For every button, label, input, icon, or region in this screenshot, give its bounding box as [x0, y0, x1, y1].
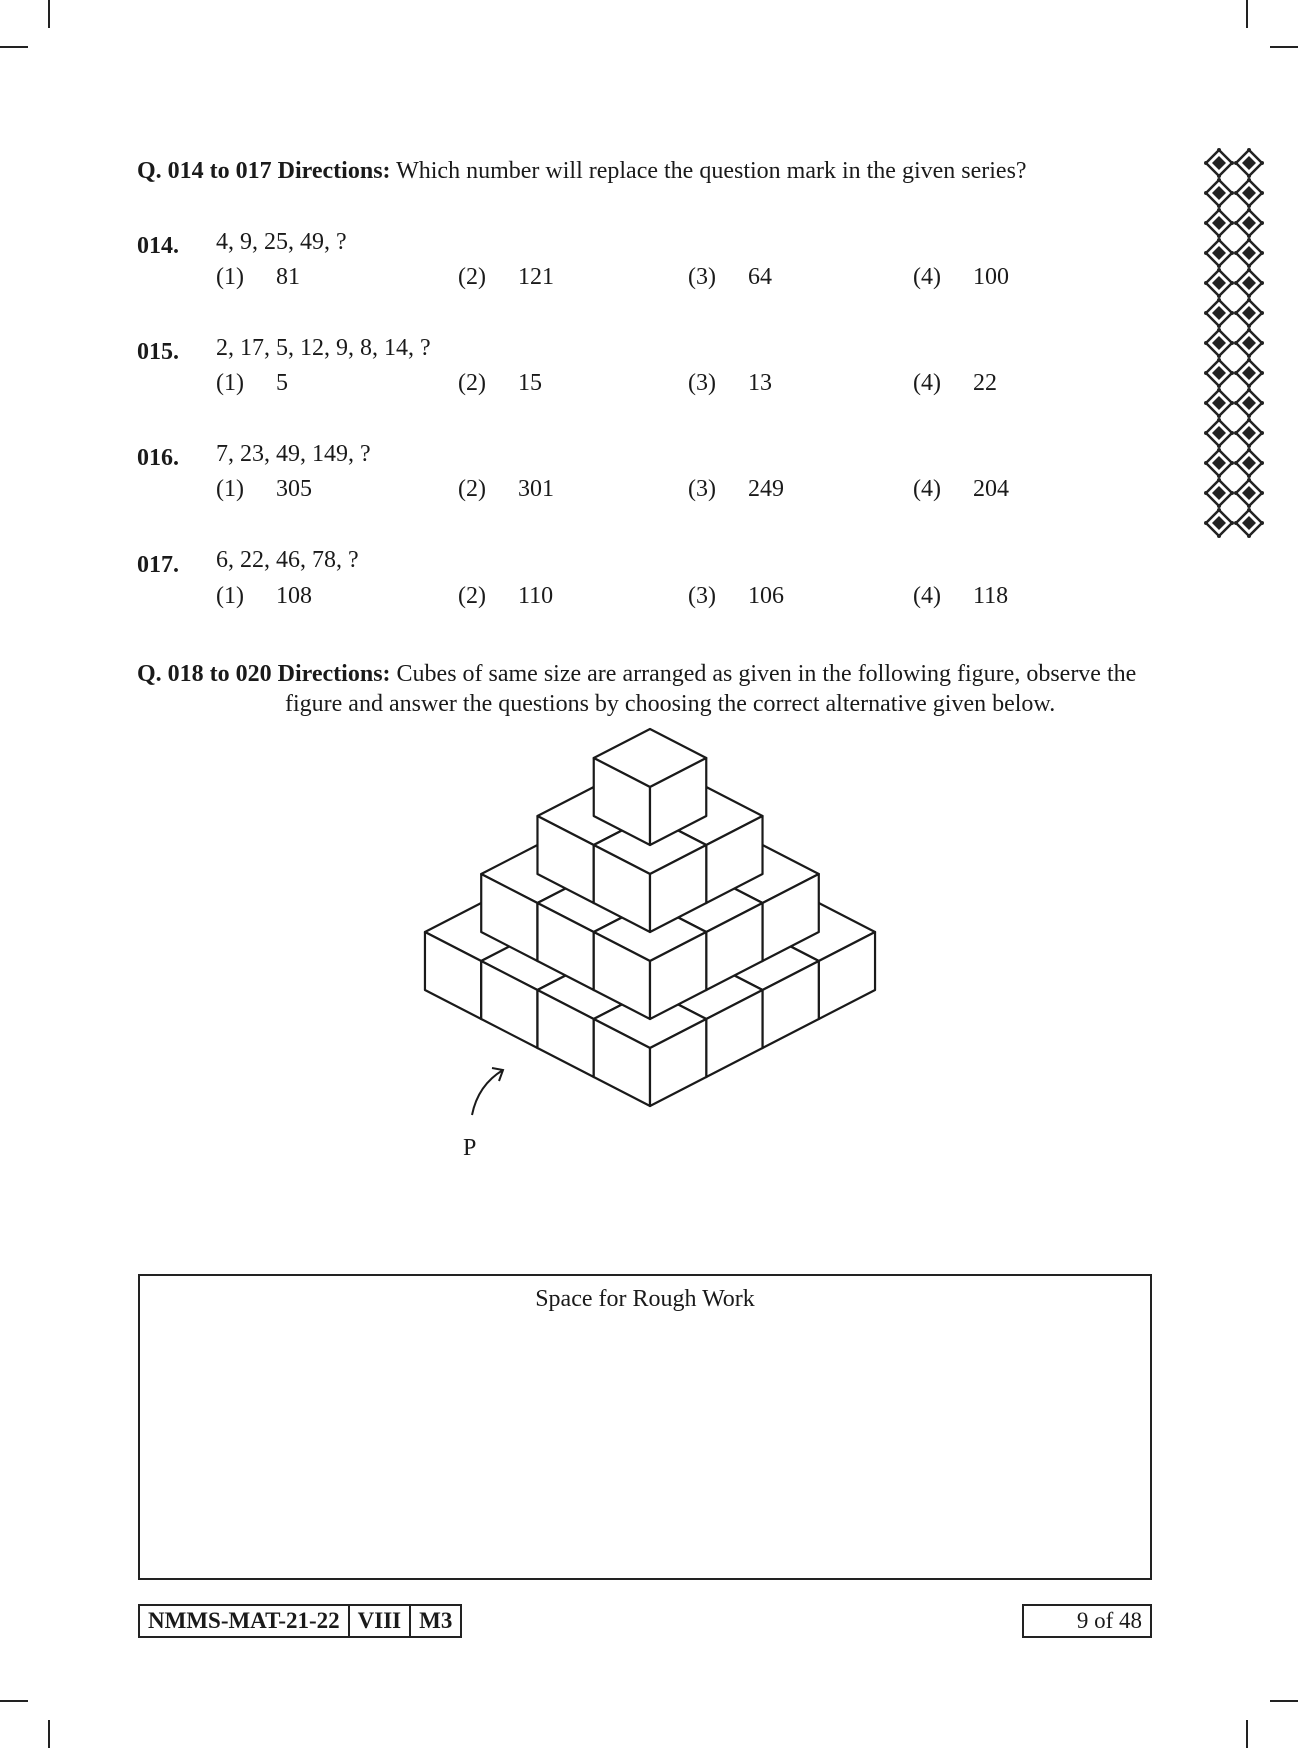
option-2[interactable]: [458, 264, 554, 291]
ornament-motif: [1234, 328, 1264, 358]
rough-work-box[interactable]: [138, 1274, 1152, 1580]
option-value: 15: [518, 370, 542, 396]
option-4[interactable]: [913, 476, 1009, 503]
option-3[interactable]: [688, 264, 772, 291]
crop-mark: [1270, 1700, 1298, 1702]
ornament-motif: [1234, 388, 1264, 418]
option-value: 204: [973, 476, 1009, 502]
ornament-motif: [1204, 178, 1234, 208]
option-number: (1): [216, 370, 244, 396]
option-1[interactable]: [216, 264, 300, 291]
option-1[interactable]: [216, 583, 312, 610]
ornament-motif: [1204, 268, 1234, 298]
option-2[interactable]: [458, 583, 553, 610]
option-1[interactable]: [216, 370, 288, 397]
option-3[interactable]: [688, 370, 772, 397]
option-value: 81: [276, 264, 300, 290]
question-number: 014.: [137, 233, 179, 259]
crop-mark: [1270, 46, 1298, 48]
ornament-motif: [1204, 388, 1234, 418]
option-value: 106: [748, 583, 784, 609]
option-1[interactable]: [216, 476, 312, 503]
ornament-motif: [1234, 208, 1264, 238]
option-number: (1): [216, 583, 244, 609]
option-number: (4): [913, 370, 941, 396]
class-label: VIII: [350, 1606, 411, 1636]
question-series: 2, 17, 5, 12, 9, 8, 14, ?: [216, 335, 431, 361]
option-number: (3): [688, 583, 716, 609]
option-number: (4): [913, 583, 941, 609]
question-series: 4, 9, 25, 49, ?: [216, 229, 347, 255]
ornament-motif: [1204, 418, 1234, 448]
option-4[interactable]: [913, 370, 997, 397]
option-number: (3): [688, 264, 716, 290]
option-value: 64: [748, 264, 772, 290]
crop-mark: [1246, 1720, 1248, 1748]
section-directions-018-020: [137, 659, 1157, 719]
ornament-motif: [1234, 418, 1264, 448]
option-value: 108: [276, 583, 312, 609]
directions-text: Which number will replace the question mark in the given series?: [396, 158, 1027, 184]
option-value: 22: [973, 370, 997, 396]
crop-mark: [1246, 0, 1248, 28]
option-2[interactable]: [458, 370, 542, 397]
directions-text-line1: Cubes of same size are arranged as given in the following figure, observe the: [396, 661, 1137, 687]
ornament-motif: [1234, 358, 1264, 388]
crop-mark: [0, 1700, 28, 1702]
option-value: 110: [518, 583, 554, 609]
footer-code-box: [138, 1604, 462, 1638]
option-4[interactable]: [913, 583, 1008, 610]
ornament-motif: [1204, 358, 1234, 388]
ornament-motif: [1204, 478, 1234, 508]
ornament-motif: [1204, 508, 1234, 538]
option-value: 249: [748, 476, 784, 502]
option-value: 305: [276, 476, 312, 502]
question-number: 017.: [137, 552, 179, 578]
cube-pyramid-figure: [400, 725, 900, 1195]
set-label: M3: [419, 1608, 453, 1633]
directions-label: Q. 014 to 017 Directions:: [137, 158, 391, 184]
ornament-motif: [1234, 508, 1264, 538]
ornament-motif: [1234, 448, 1264, 478]
option-number: (3): [688, 370, 716, 396]
option-value: 100: [973, 264, 1009, 290]
question-number: 016.: [137, 445, 179, 471]
section-directions-014-017: [137, 156, 1027, 186]
ornament-motif: [1234, 298, 1264, 328]
page-number: 9 of 48: [1022, 1604, 1152, 1638]
option-value: 301: [518, 476, 554, 502]
option-number: (4): [913, 476, 941, 502]
option-4[interactable]: [913, 264, 1009, 291]
crop-mark: [48, 0, 50, 28]
ornament-motif: [1234, 478, 1264, 508]
ornament-motif: [1234, 178, 1264, 208]
directions-text-line2: figure and answer the questions by choosing the correct alternative given below.: [285, 691, 1056, 717]
option-number: (2): [458, 476, 486, 502]
ornament-motif: [1234, 268, 1264, 298]
pointer-label: P: [463, 1135, 477, 1161]
ornament-motif: [1204, 448, 1234, 478]
option-2[interactable]: [458, 476, 554, 503]
ornament-motif: [1234, 148, 1264, 178]
option-value: 13: [748, 370, 772, 396]
ornament-motif: [1204, 328, 1234, 358]
question-series: 6, 22, 46, 78, ?: [216, 547, 359, 573]
option-value: 118: [973, 583, 1009, 609]
crop-mark: [48, 1720, 50, 1748]
option-value: 5: [276, 370, 288, 396]
paper-code: NMMS-MAT-21-22: [140, 1606, 350, 1636]
option-number: (1): [216, 476, 244, 502]
rough-work-title: Space for Rough Work: [535, 1286, 755, 1312]
option-number: (1): [216, 264, 244, 290]
ornament-motif: [1204, 238, 1234, 268]
option-3[interactable]: [688, 476, 784, 503]
pointer-arrow: [472, 1070, 503, 1115]
option-number: (4): [913, 264, 941, 290]
side-ornament: [1203, 148, 1265, 540]
option-3[interactable]: [688, 583, 784, 610]
ornament-motif: [1204, 148, 1234, 178]
crop-mark: [0, 46, 28, 48]
option-number: (3): [688, 476, 716, 502]
option-number: (2): [458, 264, 486, 290]
option-number: (2): [458, 583, 486, 609]
ornament-motif: [1204, 298, 1234, 328]
ornament-motif: [1204, 208, 1234, 238]
ornament-motif: [1234, 238, 1264, 268]
question-number: 015.: [137, 339, 179, 365]
directions-label: Q. 018 to 020 Directions:: [137, 661, 391, 687]
option-number: (2): [458, 370, 486, 396]
option-value: 121: [518, 264, 554, 290]
question-series: 7, 23, 49, 149, ?: [216, 441, 371, 467]
